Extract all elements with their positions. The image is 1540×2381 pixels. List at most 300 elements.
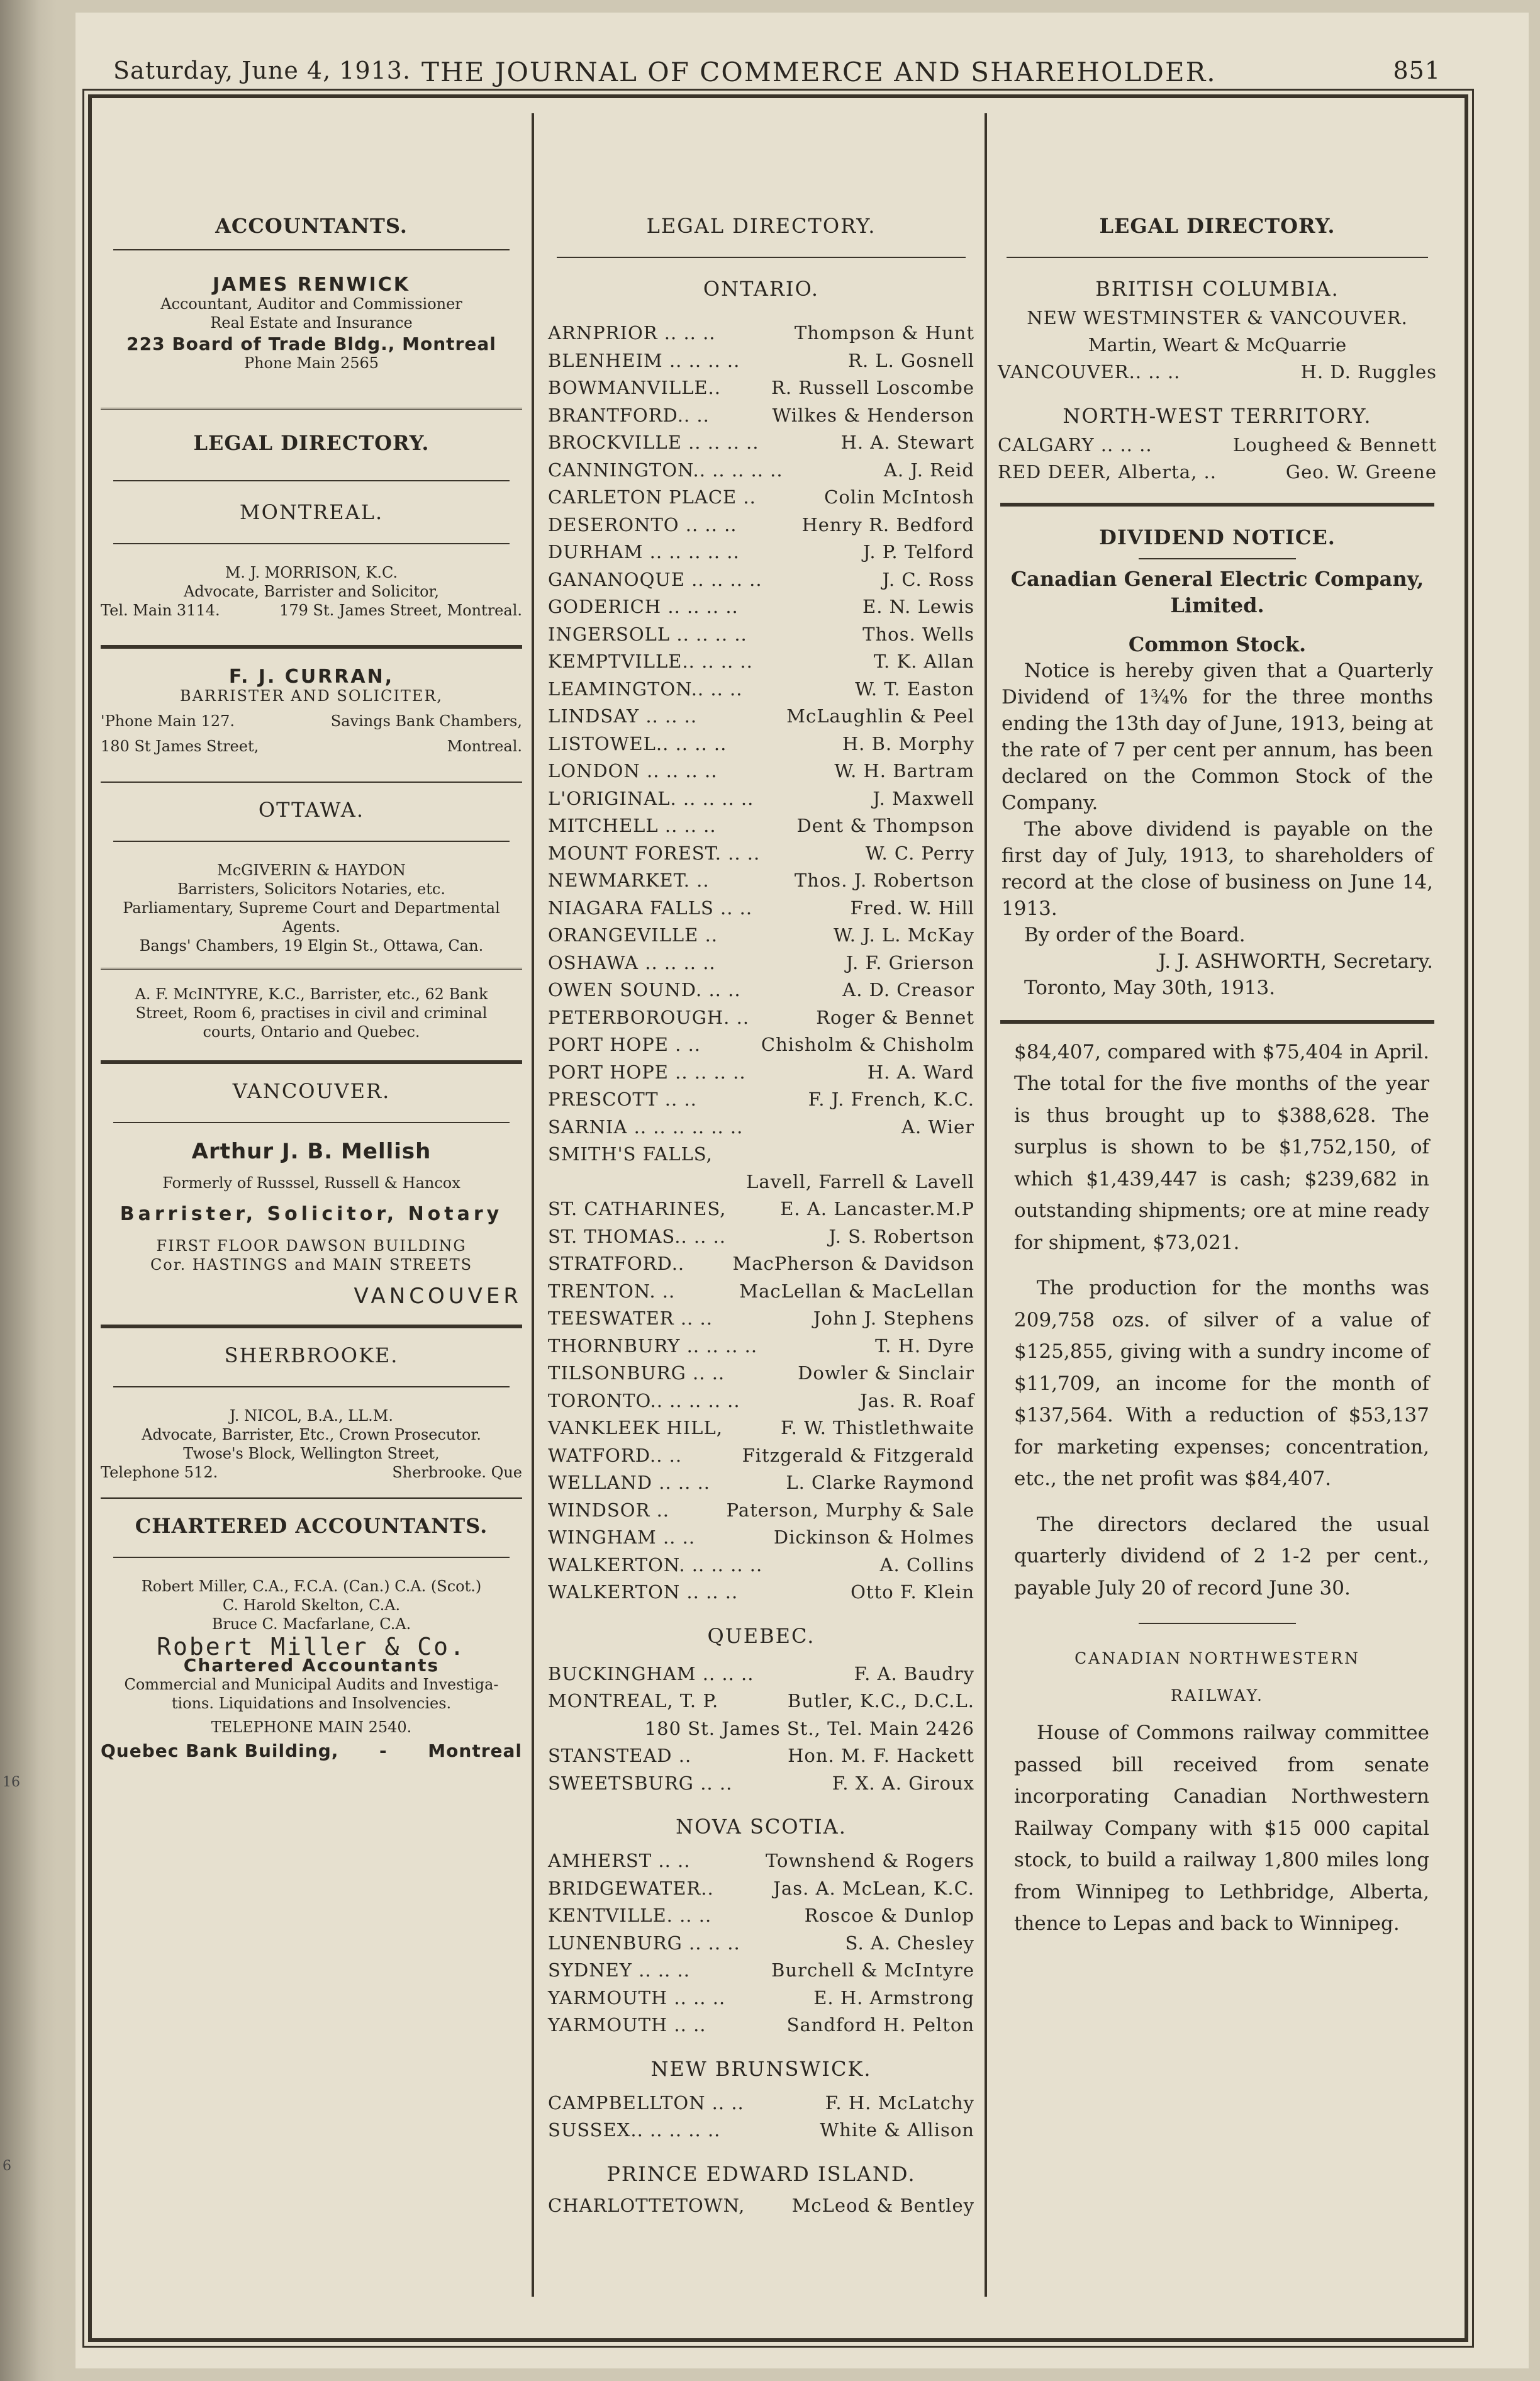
directory-entry	[544, 703, 978, 731]
ad-line: Robert Miller, C.A., F.C.A. (Can.) C.A. (Scot.)	[141, 1577, 482, 1595]
entry-name: A. J. Reid	[883, 459, 974, 481]
entry-place: ST. CATHARINES,	[548, 1198, 727, 1219]
entry-place: KENTVILLE. .. ..	[548, 1905, 712, 1926]
entry-place: LONDON .. .. .. ..	[548, 760, 718, 782]
dividend-stock: Common Stock.	[1128, 632, 1307, 656]
entry-place: SMITH'S FALLS,	[548, 1143, 713, 1165]
dividend-order: By order of the Board.	[1024, 923, 1246, 946]
entry-place: TORONTO.. .. .. .. ..	[548, 1389, 740, 1411]
entry-name: W. C. Perry	[865, 842, 974, 864]
entry-name: R. Russell Loscombe	[771, 377, 974, 398]
ad-line: Advocate, Barrister and Solicitor,	[183, 583, 440, 600]
ad-address: Quebec Bank Building,	[101, 1740, 339, 1761]
entry-place: LISTOWEL.. .. .. ..	[548, 732, 727, 754]
entry-place: BRANTFORD.. ..	[548, 404, 710, 426]
entry-place: SYDNEY .. .. ..	[548, 1959, 690, 1981]
directory-entry	[544, 2012, 978, 2039]
section-heading-dividend: DIVIDEND NOTICE.	[1099, 525, 1336, 549]
column-left	[94, 113, 528, 2316]
ad-curran	[94, 668, 528, 705]
directory-entry	[544, 1688, 978, 1715]
entry-name: F. W. Thistlethwaite	[780, 1417, 974, 1438]
ad-city: VANCOUVER	[354, 1284, 522, 1309]
ad-morrison-contact	[94, 601, 528, 620]
entry-place: WALKERTON .. .. ..	[548, 1581, 739, 1603]
entry-place: OWEN SOUND. .. ..	[548, 979, 741, 1000]
margin-mark: 16	[3, 1774, 20, 1790]
directory-entry	[544, 922, 978, 950]
section-heading-accountants: ACCOUNTANTS.	[215, 214, 408, 238]
entry-place: PORT HOPE .. .. .. ..	[548, 1061, 746, 1083]
divider	[1000, 1020, 1434, 1024]
entry-place: WINGHAM .. ..	[548, 1527, 696, 1548]
directory-entry	[544, 1524, 978, 1552]
ad-line: Bruce C. Macfarlane, C.A.	[211, 1615, 411, 1633]
entry-name: H. A. Stewart	[840, 432, 974, 453]
entry-place: L'ORIGINAL. .. .. .. ..	[548, 787, 754, 809]
entry-name: F. H. McLatchy	[825, 2092, 974, 2114]
ad-address: 223 Board of Trade Bldg., Montreal	[126, 333, 496, 354]
ad-nicol	[94, 1406, 528, 1463]
column-middle	[544, 113, 978, 2316]
directory-entry	[544, 1004, 978, 1032]
directory-entry	[544, 977, 978, 1004]
entry-name: Lougheed & Bennett	[1232, 434, 1437, 456]
directory-entry	[544, 1552, 978, 1579]
entry-place: VANCOUVER.. .. ..	[998, 361, 1181, 383]
dividend-company: Canadian General Electric Company,	[1010, 566, 1424, 591]
directory-entry	[544, 2192, 978, 2220]
news-paragraph: The directors declared the usual quarterly dividend of 2 1-2 per cent., payable July 20 of record June 30.	[1014, 1513, 1429, 1599]
entry-place: TEESWATER .. ..	[548, 1308, 713, 1329]
section-heading-nova-scotia: NOVA SCOTIA.	[676, 1815, 847, 1839]
ad-name: J. NICOL, B.A., LL.M.	[230, 1407, 393, 1425]
ad-line: BARRISTER AND SOLICITER,	[179, 687, 444, 705]
entry-name: S. A. Chesley	[845, 1932, 974, 1954]
entry-place: SWEETSBURG .. ..	[548, 1772, 733, 1794]
section-heading-ottawa: OTTAWA.	[258, 798, 365, 822]
directory-entry	[544, 840, 978, 868]
ad-address-separator: -	[379, 1740, 388, 1761]
ad-line: A. F. McINTYRE, K.C., Barrister, etc., 62 Bank	[135, 985, 488, 1003]
newspaper-page	[75, 13, 1529, 2368]
entry-place: CAMPBELLTON .. ..	[548, 2092, 744, 2114]
divider	[101, 968, 522, 972]
directory-entry	[544, 347, 978, 375]
ad-name: M. J. MORRISON, K.C.	[225, 564, 398, 581]
ad-miller	[94, 1577, 528, 1737]
entry-place: STANSTEAD ..	[548, 1745, 692, 1766]
directory-entry	[544, 457, 978, 485]
section-heading-pei: PRINCE EDWARD ISLAND.	[606, 2161, 916, 2186]
dividend-signature: J. J. ASHWORTH, Secretary.	[1158, 950, 1433, 973]
entry-name: John J. Stephens	[813, 1308, 974, 1329]
column-rule	[532, 113, 534, 2297]
ad-line: C. Harold Skelton, C.A.	[222, 1596, 401, 1614]
ad-line: Barristers, Solicitors Notaries, etc.	[177, 880, 445, 898]
entry-place: RED DEER, Alberta, ..	[998, 461, 1217, 483]
entry-name: A. Wier	[901, 1116, 974, 1138]
section-heading-sherbrooke: SHERBROOKE.	[224, 1343, 399, 1367]
directory-entry	[544, 1715, 978, 1743]
entry-name: McLeod & Bentley	[791, 2194, 974, 2216]
directory-entry	[544, 566, 978, 594]
entry-place: PETERBOROUGH. ..	[548, 1006, 750, 1028]
entry-place: VANKLEEK HILL,	[548, 1417, 723, 1438]
entry-name: A. D. Creasor	[842, 979, 974, 1000]
entry-name: Dickinson & Holmes	[773, 1527, 974, 1548]
ad-line: Formerly of Russsel, Russell & Hancox	[162, 1174, 460, 1192]
directory-entry	[544, 320, 978, 347]
section-heading-ontario: ONTARIO.	[703, 277, 820, 301]
ad-line: Bangs' Chambers, 19 Elgin St., Ottawa, Can.	[139, 937, 484, 955]
news-paragraph: The production for the months was 209,758 ozs. of silver of a value of $125,855, giving with a sundry income of $11,709, an income for the month of $137,564. With a reduction of $53,137 for marketing expenses; concentration, etc., the net profit was $84,407.	[1014, 1277, 1429, 1490]
ad-line: Parliamentary, Supreme Court and Departmental	[123, 899, 500, 917]
column-right	[994, 113, 1441, 2316]
divider	[1139, 1623, 1296, 1624]
dividend-paragraph: The above dividend is payable on the first day of July, 1913, to shareholders of record at the close of business on June 14, 1913.	[1002, 817, 1433, 920]
entry-place: AMHERST .. ..	[548, 1850, 691, 1871]
section-heading-vancouver: VANCOUVER.	[232, 1079, 391, 1103]
entry-name: F. J. French, K.C.	[808, 1089, 974, 1110]
section-heading-legal: LEGAL DIRECTORY.	[1099, 214, 1336, 238]
ad-name: McGIVERIN & HAYDON	[217, 861, 406, 879]
directory-entry	[544, 539, 978, 566]
entry-name: T. H. Dyre	[875, 1335, 974, 1357]
entry-place: LINDSAY .. .. ..	[548, 705, 698, 727]
directory-entry	[544, 1278, 978, 1306]
bc-firm: Martin, Weart & McQuarrie	[1088, 334, 1347, 356]
entry-place: NEWMARKET. ..	[548, 870, 710, 891]
entry-place: NIAGARA FALLS .. ..	[548, 897, 753, 919]
entry-name: E. N. Lewis	[862, 596, 974, 617]
entry-place: GODERICH .. .. .. ..	[548, 596, 739, 617]
page-header	[94, 50, 1466, 91]
section-heading-quebec: QUEBEC.	[707, 1623, 815, 1648]
entry-name: 180 St. James St., Tel. Main 2426	[644, 1717, 974, 1739]
entry-place: BRIDGEWATER..	[548, 1877, 714, 1899]
ad-line: tions. Liquidations and Insolvencies.	[171, 1695, 452, 1712]
ad-title: Barrister, Solicitor, Notary	[120, 1203, 503, 1225]
ad-phone: Telephone 512.	[101, 1464, 218, 1481]
ad-curran-contact	[94, 712, 528, 731]
directory-entry	[544, 867, 978, 895]
entry-place: PORT HOPE . ..	[548, 1034, 701, 1055]
divider	[113, 1122, 510, 1123]
bc-subheading: NEW WESTMINSTER & VANCOUVER.	[1027, 307, 1408, 328]
entry-name: H. A. Ward	[867, 1061, 974, 1083]
entry-place: TILSONBURG .. ..	[548, 1362, 725, 1384]
ad-mcintyre	[94, 985, 528, 1041]
ad-street: 180 St James Street,	[101, 737, 259, 755]
directory-entry	[544, 1930, 978, 1958]
entry-place: BROCKVILLE .. .. .. ..	[548, 432, 759, 453]
directory-entry	[544, 758, 978, 785]
ontario-list	[544, 320, 978, 1606]
directory-entry	[544, 1442, 978, 1470]
ad-curran-address	[94, 737, 528, 756]
directory-entry	[544, 374, 978, 402]
railway-heading: CANADIAN NORTHWESTERN	[1074, 1649, 1360, 1667]
entry-name: A. Collins	[879, 1554, 974, 1576]
directory-entry	[994, 432, 1441, 459]
entry-name: MacLellan & MacLellan	[739, 1280, 974, 1302]
entry-place: CALGARY .. .. ..	[998, 434, 1152, 456]
section-heading-legal: LEGAL DIRECTORY.	[193, 431, 430, 455]
entry-place: BLENHEIM .. .. .. ..	[548, 349, 740, 371]
entry-place: YARMOUTH .. ..	[548, 2014, 706, 2036]
ad-phone: Tel. Main 3114.	[101, 602, 220, 619]
ad-address: 179 St. James Street, Montreal.	[279, 602, 522, 619]
divider	[113, 1557, 510, 1558]
directory-entry	[994, 459, 1441, 486]
directory-entry	[544, 1742, 978, 1770]
ad-line: Accountant, Auditor and Commissioner	[160, 295, 462, 313]
divider	[101, 408, 522, 412]
entry-name: Fitzgerald & Fitzgerald	[742, 1444, 974, 1466]
directory-entry	[544, 1847, 978, 1875]
divider	[101, 1497, 522, 1501]
entry-place: MONTREAL, T. P.	[548, 1690, 719, 1712]
entry-place: LEAMINGTON.. .. ..	[548, 678, 743, 700]
journal-title: THE JOURNAL OF COMMERCE AND SHAREHOLDER.	[421, 57, 1217, 87]
entry-name: Sandford H. Pelton	[786, 2014, 974, 2036]
entry-name: Roger & Bennet	[816, 1006, 974, 1028]
entry-name: Townshend & Rogers	[765, 1850, 974, 1871]
entry-place: INGERSOLL .. .. .. ..	[548, 623, 747, 645]
entry-name: Hon. M. F. Hackett	[788, 1745, 974, 1766]
entry-name: Thompson & Hunt	[794, 322, 974, 344]
entry-name: H. D. Ruggles	[1300, 361, 1437, 383]
entry-name: E. A. Lancaster.M.P	[780, 1198, 974, 1219]
directory-entry	[544, 1469, 978, 1497]
entry-name: Lavell, Farrell & Lavell	[746, 1170, 974, 1192]
ad-name: Arthur J. B. Mellish	[191, 1139, 432, 1164]
section-heading-legal: LEGAL DIRECTORY.	[646, 214, 876, 238]
ad-mellish	[94, 1139, 528, 1309]
entry-place: PRESCOTT .. ..	[548, 1089, 697, 1110]
entry-name: Butler, K.C., D.C.L.	[787, 1690, 974, 1712]
entry-name: R. L. Gosnell	[848, 349, 974, 371]
entry-place: ORANGEVILLE ..	[548, 924, 718, 946]
entry-name: MacPherson & Davidson	[732, 1253, 974, 1274]
ad-line: Real Estate and Insurance	[210, 314, 413, 332]
issue-date: Saturday, June 4, 1913.	[113, 57, 411, 84]
entry-name: Wilkes & Henderson	[772, 404, 974, 426]
ad-renwick	[94, 276, 528, 373]
ad-phone: 'Phone Main 127.	[101, 712, 235, 730]
section-heading-new-brunswick: NEW BRUNSWICK.	[650, 2056, 872, 2081]
column-rule	[985, 113, 987, 2297]
directory-entry	[544, 1168, 978, 1196]
entry-place: LUNENBURG .. .. ..	[548, 1932, 740, 1954]
entry-name: J. C. Ross	[882, 568, 974, 590]
divider	[101, 1060, 522, 1064]
ad-firm: Robert Miller & Co.	[157, 1633, 466, 1661]
entry-place: CANNINGTON.. .. .. .. ..	[548, 459, 783, 481]
directory-entry	[544, 648, 978, 676]
directory-entry	[544, 1305, 978, 1333]
entry-place: WALKERTON. .. .. .. ..	[548, 1554, 763, 1576]
directory-entry	[544, 731, 978, 758]
directory-entry	[544, 1875, 978, 1903]
directory-entry	[544, 1114, 978, 1141]
directory-entry	[544, 1957, 978, 1985]
ad-name: F. J. CURRAN,	[228, 666, 394, 688]
ad-line: Cor. HASTINGS and MAIN STREETS	[150, 1256, 473, 1274]
divider	[1139, 558, 1296, 559]
entry-place: GANANOQUE .. .. .. ..	[548, 568, 762, 590]
ad-line: Advocate, Barrister, Etc., Crown Prosecutor.	[142, 1426, 481, 1443]
ad-nicol-contact	[94, 1463, 528, 1482]
entry-place: SUSSEX.. .. .. .. ..	[548, 2119, 721, 2141]
entry-place: OSHAWA .. .. .. ..	[548, 951, 716, 973]
divider	[1000, 503, 1434, 507]
directory-entry	[544, 950, 978, 977]
entry-name: J. S. Robertson	[829, 1225, 974, 1247]
news-paragraph: $84,407, compared with $75,404 in April. The total for the five months of the year is thus brought up to $388,628. The surplus is shown to be $1,752,150, of which $1,439,447 is cash; $239,682 in outstanding shipments; ore at mine ready for shipment, $73,021.	[1014, 1040, 1429, 1254]
entry-name: Thos. Wells	[862, 623, 974, 645]
directory-entry	[544, 1333, 978, 1360]
divider	[113, 249, 510, 250]
entry-place: WATFORD.. ..	[548, 1444, 683, 1466]
section-heading-bc: BRITISH COLUMBIA.	[1095, 277, 1339, 301]
divider	[113, 841, 510, 842]
entry-place: KEMPTVILLE.. .. .. ..	[548, 651, 753, 672]
entry-name: H. B. Morphy	[842, 732, 974, 754]
quebec-list	[544, 1661, 978, 1798]
margin-mark: 6	[3, 2158, 11, 2174]
entry-name: J. P. Telford	[862, 541, 974, 563]
ad-city: Montreal.	[447, 737, 522, 755]
directory-entry	[544, 785, 978, 813]
directory-entry	[544, 676, 978, 703]
entry-place: BUCKINGHAM .. .. ..	[548, 1662, 754, 1684]
ad-chambers: Savings Bank Chambers,	[330, 712, 522, 730]
northwest-list	[994, 432, 1441, 486]
ad-line: Twose's Block, Wellington Street,	[183, 1445, 440, 1462]
entry-name: Burchell & McIntyre	[771, 1959, 974, 1981]
entry-place: CARLETON PLACE ..	[548, 486, 756, 508]
pei-list	[544, 2192, 978, 2220]
directory-entry	[544, 1059, 978, 1087]
divider	[113, 543, 510, 544]
entry-name: Dent & Thompson	[796, 815, 974, 836]
divider	[1007, 257, 1428, 258]
entry-name: W. T. Easton	[855, 678, 974, 700]
entry-place: MITCHELL .. .. ..	[548, 815, 717, 836]
directory-entry	[544, 621, 978, 649]
ad-miller-address	[94, 1742, 528, 1761]
directory-entry	[544, 1031, 978, 1059]
entry-name: White & Allison	[820, 2119, 974, 2141]
directory-entry	[544, 1497, 978, 1525]
directory-entry	[544, 1086, 978, 1114]
entry-name: McLaughlin & Peel	[786, 705, 974, 727]
divider	[557, 257, 966, 258]
new-brunswick-list	[544, 2090, 978, 2144]
divider	[113, 1386, 510, 1387]
ad-morrison	[94, 563, 528, 601]
entry-name: Jas. R. Roaf	[860, 1389, 974, 1411]
dividend-company-suffix: Limited.	[1170, 593, 1264, 617]
directory-entry	[544, 2090, 978, 2117]
directory-entry	[544, 512, 978, 539]
entry-name: W. J. L. McKay	[834, 924, 974, 946]
entry-name: Colin McIntosh	[824, 486, 974, 508]
ad-name: JAMES RENWICK	[213, 274, 410, 296]
entry-place: DURHAM .. .. .. .. ..	[548, 541, 740, 563]
ad-line: courts, Ontario and Quebec.	[203, 1023, 420, 1041]
dividend-paragraph: Notice is hereby given that a Quarterly Dividend of 1¾% for the three months ending the 13th day of June, 1913, being at the rate of 7 per cent per annum, has been declared on the Common Stock of the Company.	[1002, 659, 1433, 814]
divider	[101, 645, 522, 649]
directory-entry	[544, 1770, 978, 1798]
ad-city: Sherbrooke. Que	[392, 1464, 522, 1481]
entry-place: BOWMANVILLE..	[548, 377, 721, 398]
entry-place: STRATFORD..	[548, 1253, 685, 1274]
page-number: 851	[1393, 57, 1441, 84]
entry-place: YARMOUTH .. .. ..	[548, 1986, 726, 2008]
directory-entry	[544, 1579, 978, 1606]
ad-line: Commercial and Municipal Audits and Investiga-	[124, 1676, 499, 1693]
entry-place: CHARLOTTETOWN,	[548, 2194, 745, 2216]
entry-name: T. K. Allan	[873, 651, 974, 672]
railway-heading: RAILWAY.	[1171, 1686, 1264, 1705]
entry-place: WELLAND .. .. ..	[548, 1472, 711, 1493]
directory-entry	[544, 2117, 978, 2144]
entry-name: L. Clarke Raymond	[786, 1472, 974, 1493]
entry-name: Paterson, Murphy & Sale	[726, 1499, 974, 1521]
entry-name: Roscoe & Dunlop	[804, 1905, 974, 1926]
directory-entry	[544, 812, 978, 840]
entry-name: J. F. Grierson	[845, 951, 974, 973]
section-heading-montreal: MONTREAL.	[239, 500, 384, 524]
entry-name: F. X. A. Giroux	[832, 1772, 974, 1794]
entry-name: Geo. W. Greene	[1285, 461, 1437, 483]
ad-mcgiverin	[94, 861, 528, 955]
ad-line: Agents.	[282, 918, 340, 936]
ad-phone: Phone Main 2565	[243, 354, 379, 372]
entry-place: DESERONTO .. .. ..	[548, 513, 737, 535]
section-heading-chartered: CHARTERED ACCOUNTANTS.	[135, 1514, 488, 1538]
entry-name: F. A. Baudry	[854, 1662, 974, 1684]
divider	[101, 1325, 522, 1328]
entry-place: ST. THOMAS.. .. ..	[548, 1225, 727, 1247]
directory-entry	[544, 1196, 978, 1223]
entry-place: TRENTON. ..	[548, 1280, 676, 1302]
section-heading-northwest: NORTH-WEST TERRITORY.	[1063, 403, 1372, 428]
book-spine	[0, 0, 57, 2381]
directory-entry	[544, 1985, 978, 2012]
ad-subtitle: Chartered Accountants	[183, 1655, 440, 1676]
directory-entry	[544, 1661, 978, 1688]
divider	[113, 480, 510, 481]
entry-name: Otto F. Klein	[851, 1581, 974, 1603]
nova-scotia-list	[544, 1847, 978, 2039]
directory-entry	[544, 895, 978, 922]
directory-entry	[544, 1141, 978, 1168]
entry-place: SARNIA .. .. .. .. .. ..	[548, 1116, 744, 1138]
entry-place: WINDSOR ..	[548, 1499, 670, 1521]
directory-entry	[544, 1415, 978, 1442]
entry-name: Thos. J. Robertson	[794, 870, 974, 891]
directory-entry	[544, 1387, 978, 1415]
directory-entry	[544, 1902, 978, 1930]
entry-place: ARNPRIOR .. .. ..	[548, 322, 716, 344]
entry-name: Dowler & Sinclair	[798, 1362, 974, 1384]
ad-city: Montreal	[428, 1740, 522, 1761]
railway-paragraph: House of Commons railway committee passed bill received from senate incorporating Canadian Northwestern Railway Company with $15 000 capital stock, to build a railway 1,800 miles long from Winnipeg to Lethbridge, Alberta, thence to Lepas and back to Winnipeg.	[1014, 1722, 1429, 1935]
